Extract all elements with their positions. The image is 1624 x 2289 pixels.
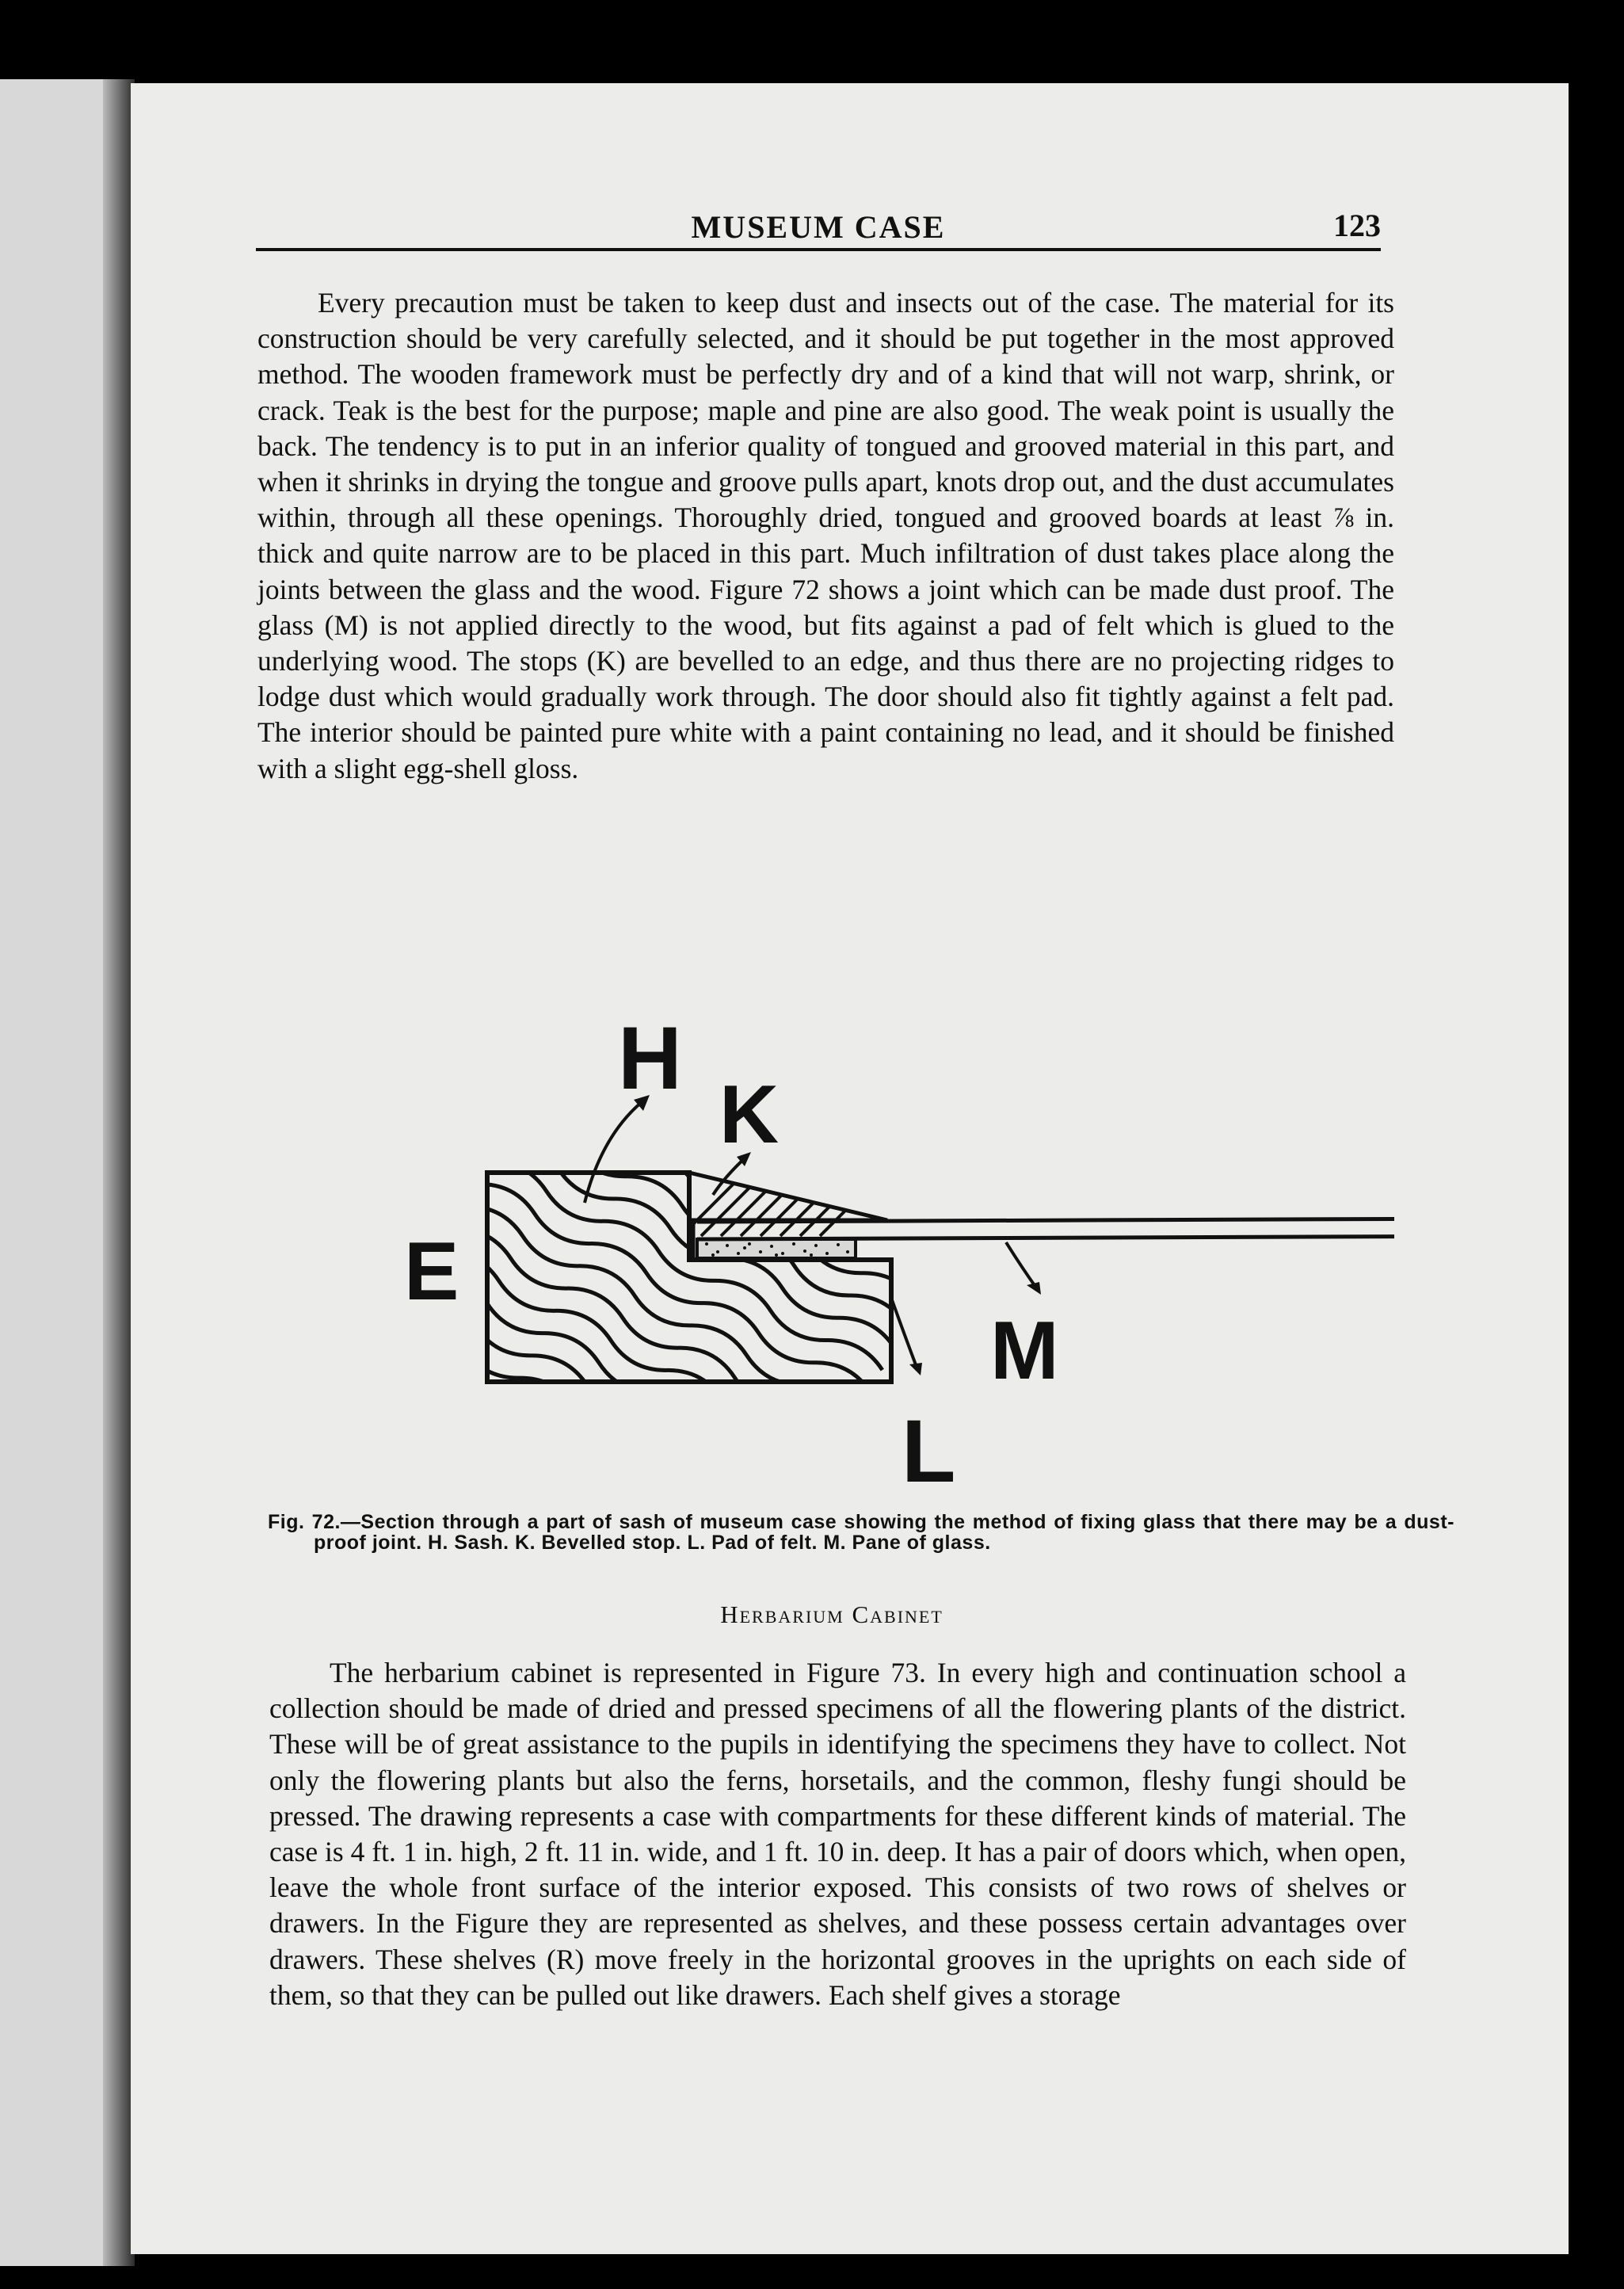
label-e: E (404, 1226, 459, 1318)
figure-caption: Fig. 72.—Section through a part of sash of museum case showing the method of fixing glass that there may be a dust-proof joint. H. Sash. K. Bevelled stop. L. Pad of felt. M. Pane of glass. (268, 1511, 1454, 1554)
section-heading: Herbarium Cabinet (720, 1600, 944, 1628)
sash-wood-h (379, 1042, 946, 1521)
label-l: L (902, 1402, 956, 1501)
sash-joint-section-drawing (269, 919, 1394, 1521)
figure-72 (269, 919, 1394, 1521)
label-m: M (990, 1305, 1059, 1397)
bevelled-stop-k (681, 1173, 887, 1236)
label-h: H (618, 1009, 682, 1108)
facing-page-edge (0, 79, 119, 2266)
felt-pad-l (697, 1239, 856, 1258)
body-paragraph-dust-precautions: Every precaution must be taken to keep dust and insects out of the case. The material for its construction should be very carefully selected, and it should be put together in the most approved method. The wooden framework must be perfectly dry and of a kind that will not warp, shrink, or crack. Teak is the best for the purpose; maple and pine are also good. The weak point is usually the back. The tendency is to put in an inferior quality of tongued and grooved material in this part, and when it shrinks in drying the tongue and groove pulls apart, knots drop out, and the dust accumulates within, through all these openings. Thoroughly dried, tongued and grooved boards at least ⅞ in. thick and quite narrow are to be placed in this part. Much infiltration of dust takes place along the joints between the glass and the wood. Figure 72 shows a joint which can be made dust proof. The glass (M) is not applied directly to the wood, but fits against a pad of felt which is glued to the underlying wood. The stops (K) are bevelled to an edge, and thus there are no projecting ridges to lodge dust which would gradually work through. The door should also fit tightly against a felt pad. The interior should be painted pure white with a paint containing no lead, and it should be finished with a slight egg-shell gloss. (257, 287, 1394, 784)
body-paragraph-herbarium: The herbarium cabinet is represented in Figure 73. In every high and continuation school a collection should be made of dried and pressed specimens of all the flowering plants of the district. These will be of great assistance to the pupils in identifying the specimens they have to collect. Not only the flowering plants but also the ferns, horsetails, and the common, fleshy fungi should be pressed. The drawing represents a case with compartments for these different kinds of material. The case is 4 ft. 1 in. high, 2 ft. 11 in. wide, and 1 ft. 10 in. deep. It has a pair of doors which, when open, leave the whole front surface of the interior exposed. This consists of two rows of shelves or drawers. In the Figure they are represented as shelves, and these possess certain advantages over drawers. These shelves (R) move freely in the horizontal grooves in the uprights on each side of them, so that they can be pulled out like drawers. Each shelf gives a storage (269, 1657, 1406, 2011)
page-gutter-shadow (103, 79, 135, 2266)
label-k: K (719, 1069, 780, 1161)
running-header (256, 204, 1381, 251)
leader-arrows (585, 1098, 1038, 1369)
page-number: 123 (1333, 208, 1381, 243)
running-title: MUSEUM CASE (691, 209, 946, 245)
book-page (131, 83, 1569, 2254)
